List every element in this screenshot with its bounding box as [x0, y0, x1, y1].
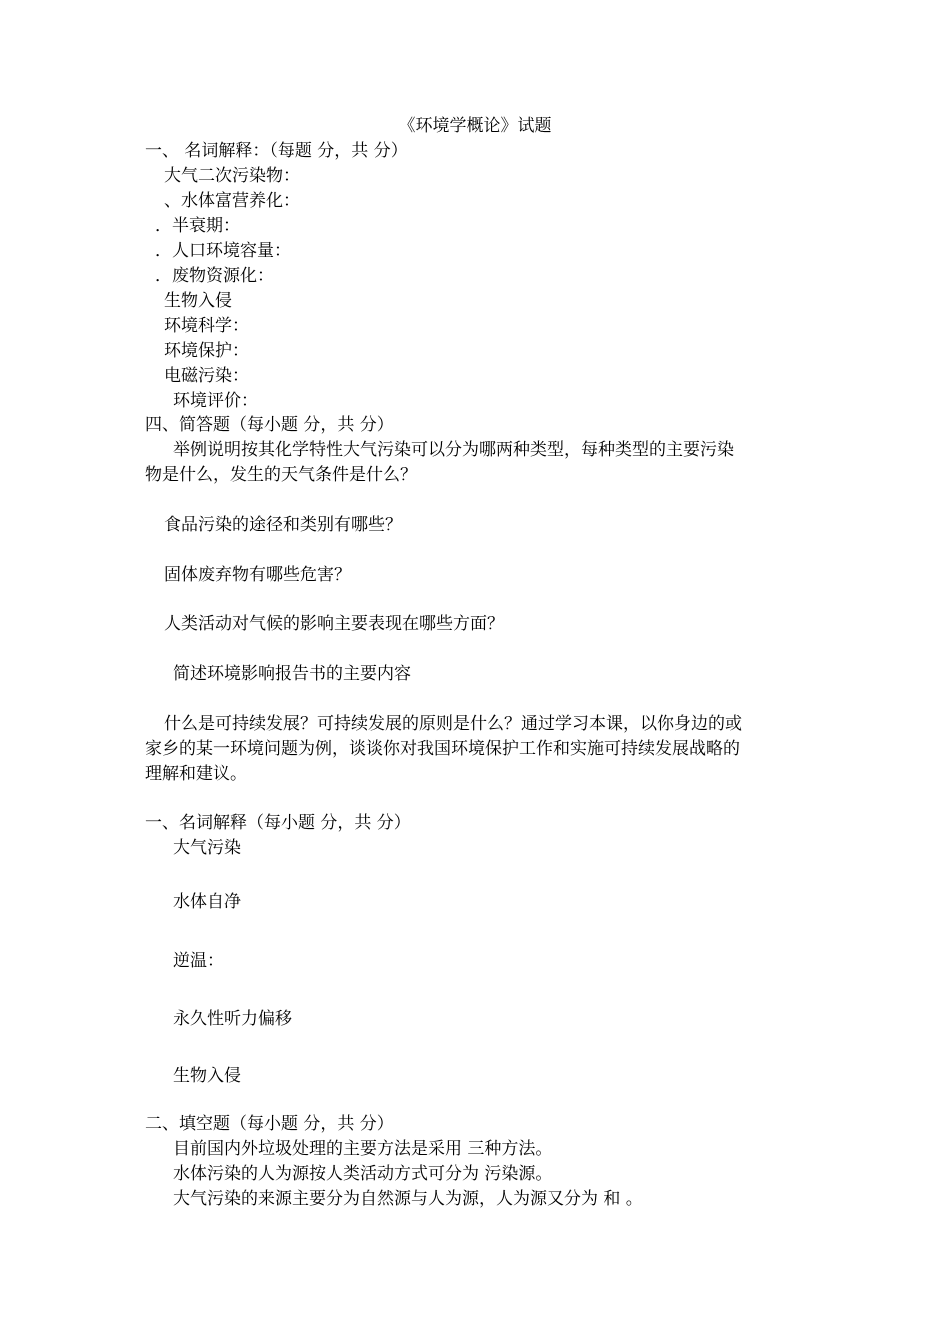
term-item: 环境科学：	[164, 316, 249, 336]
term-item: 永久性听力偏移	[173, 1009, 292, 1029]
question-text: 理解和建议。	[145, 764, 247, 784]
term-item: 环境评价：	[173, 391, 258, 411]
term-item: 逆温：	[173, 951, 224, 971]
question-text: 物是什么，发生的天气条件是什么？	[145, 465, 417, 485]
term-item: ．半衰期：	[155, 216, 240, 236]
question-text: 举例说明按其化学特性大气污染可以分为哪两种类型，每种类型的主要污染	[173, 440, 734, 460]
term-item: 、水体富营养化：	[164, 191, 300, 211]
section-heading-terms: 一、 名词解释：（每题 分，共 分）	[145, 141, 408, 161]
section-heading-terms-2: 一、名词解释（每小题 分，共 分）	[145, 813, 411, 833]
section-heading-fill-blank: 二、填空题（每小题 分，共 分）	[145, 1114, 394, 1134]
term-item: 电磁污染：	[164, 366, 249, 386]
question-text: 食品污染的途径和类别有哪些？	[164, 515, 402, 535]
term-item: 水体自净	[173, 892, 241, 912]
term-item: 环境保护：	[164, 341, 249, 361]
term-item: 大气污染	[173, 838, 241, 858]
section-heading-short-answer: 四、简答题（每小题 分，共 分）	[145, 415, 394, 435]
question-text: 人类活动对气候的影响主要表现在哪些方面？	[164, 614, 504, 634]
question-text: 家乡的某一环境问题为例，谈谈你对我国环境保护工作和实施可持续发展战略的	[145, 739, 740, 759]
question-text: 固体废弃物有哪些危害？	[164, 565, 351, 585]
term-item: 大气二次污染物：	[164, 166, 300, 186]
term-item: 生物入侵	[164, 291, 232, 311]
fill-blank-item: 目前国内外垃圾处理的主要方法是采用 三种方法。	[173, 1139, 553, 1159]
page-title: 《环境学概论》试题	[398, 116, 552, 136]
question-text: 简述环境影响报告书的主要内容	[173, 664, 411, 684]
term-item: ．废物资源化：	[155, 266, 274, 286]
question-text: 什么是可持续发展？可持续发展的原则是什么？通过学习本课，以你身边的或	[164, 714, 742, 734]
term-item: ．人口环境容量：	[155, 241, 291, 261]
fill-blank-item: 水体污染的人为源按人类活动方式可分为 污染源。	[173, 1164, 553, 1184]
term-item: 生物入侵	[173, 1066, 241, 1086]
fill-blank-item: 大气污染的来源主要分为自然源与人为源，人为源又分为 和 。	[173, 1189, 643, 1209]
